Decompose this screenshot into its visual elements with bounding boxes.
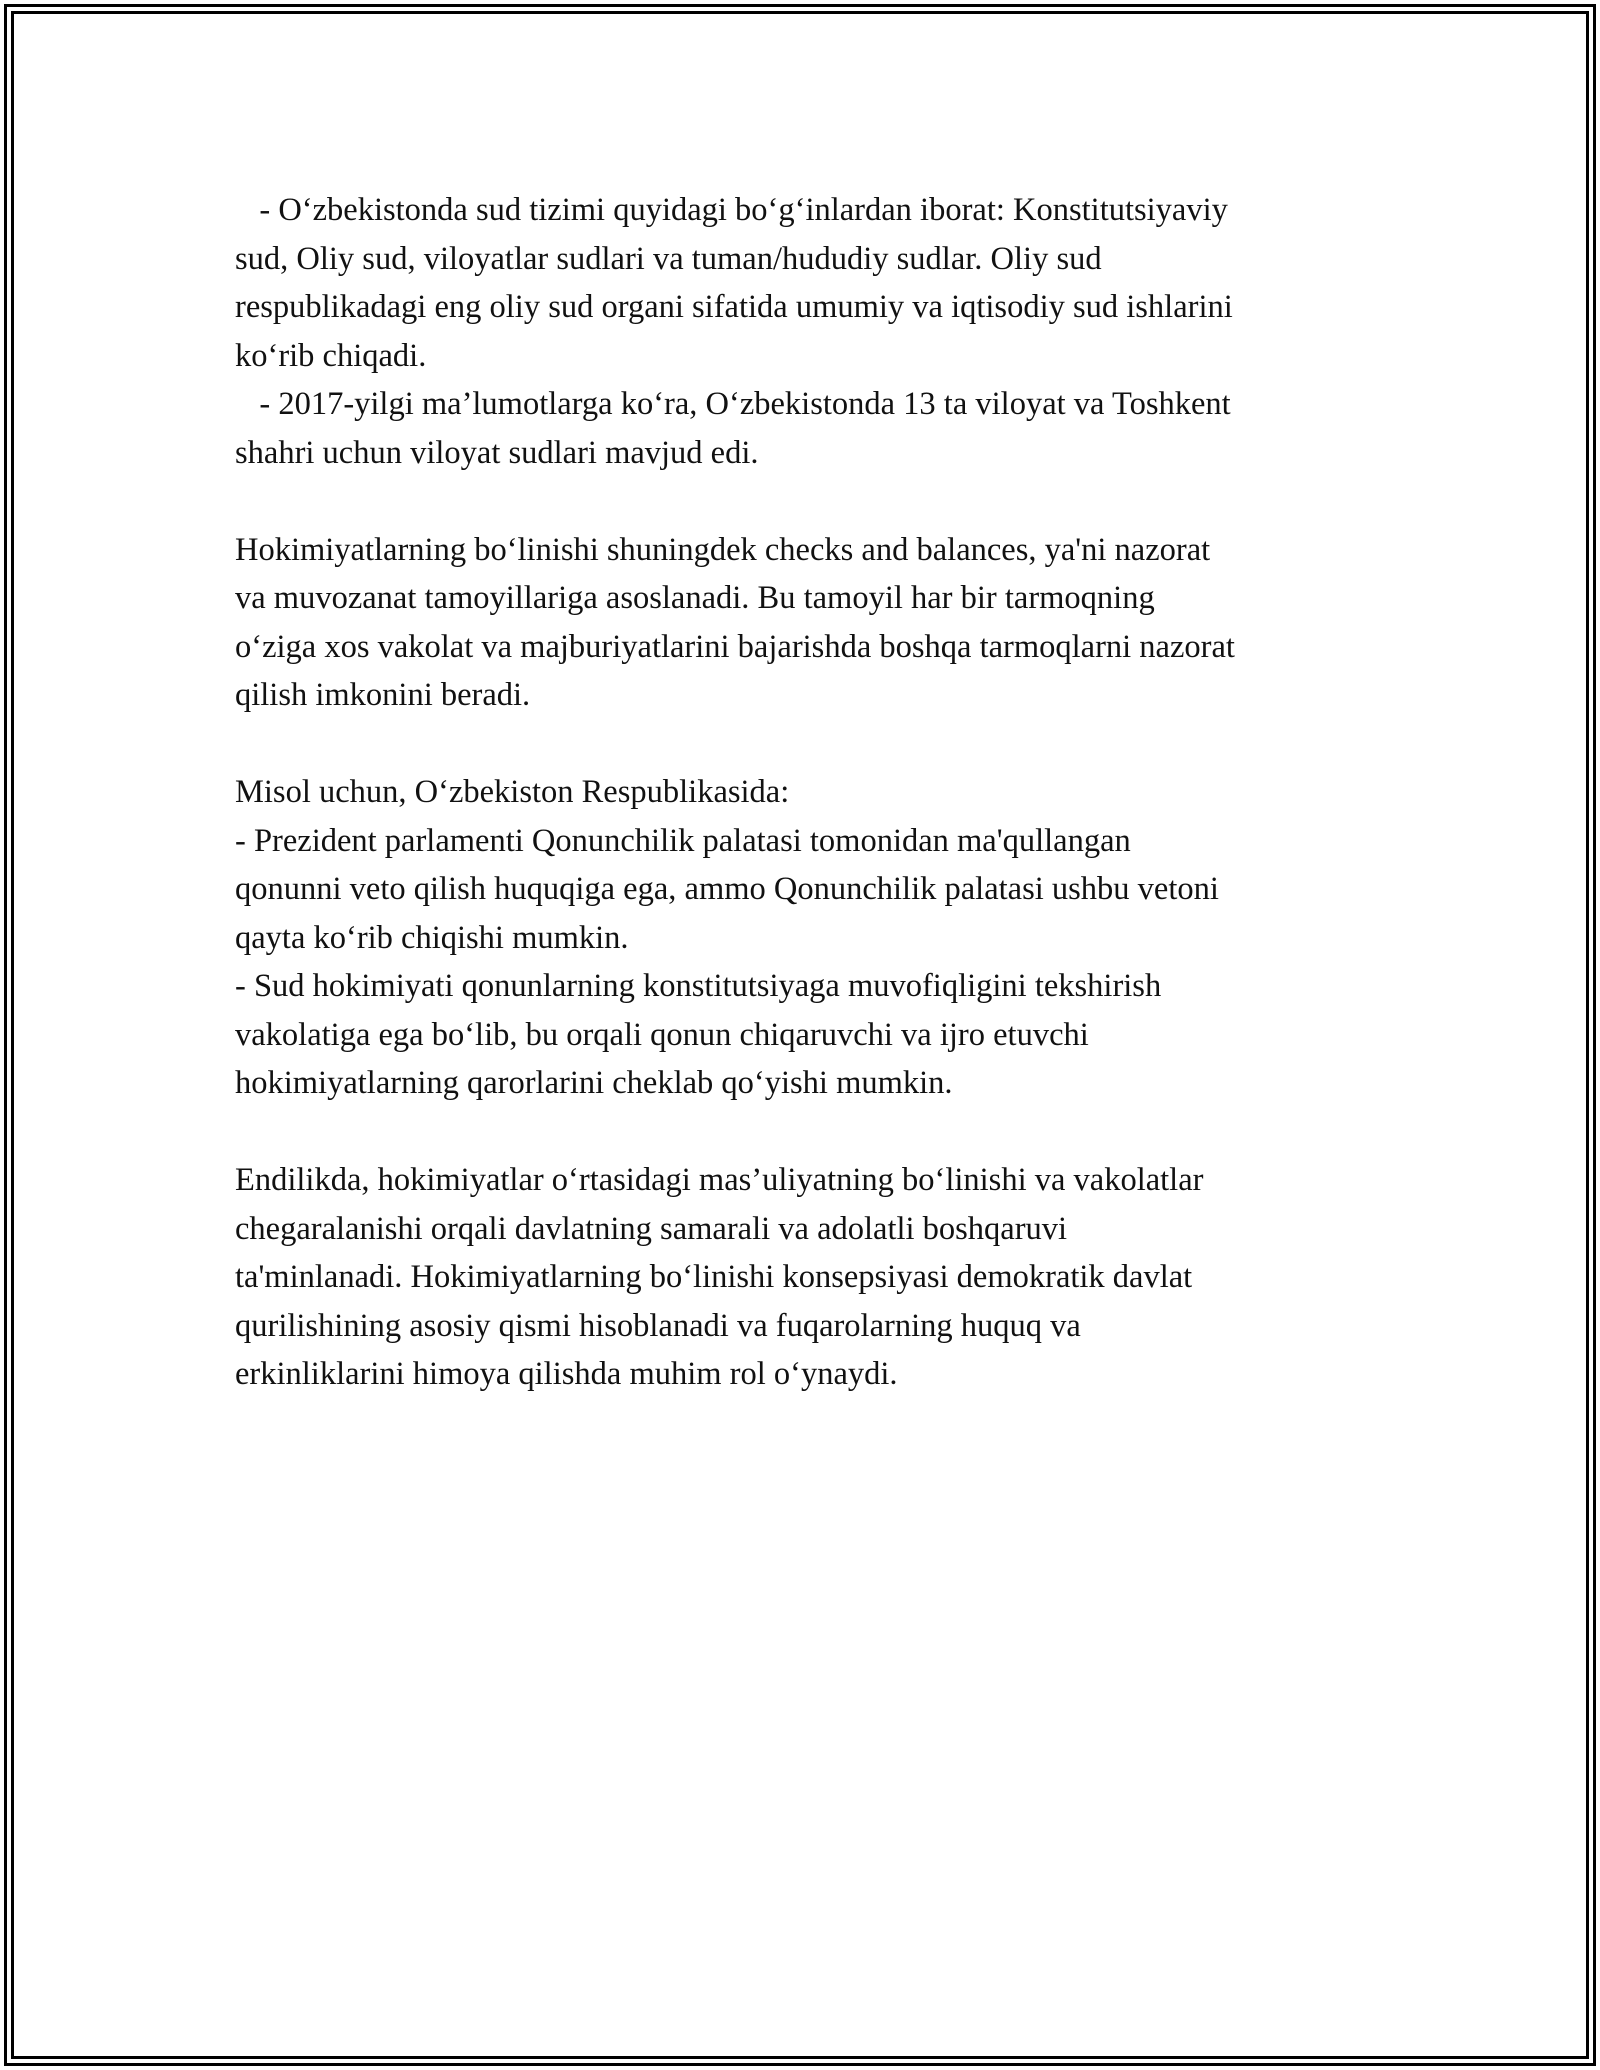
text-line: o‘ziga xos vakolat va majburiyatlarini bajarishda boshqa tarmoqlarni nazorat <box>235 628 1235 665</box>
paragraph-spacer <box>235 720 1385 769</box>
text-line: erkinliklarini himoya qilishda muhim rol o‘ynaydi. <box>235 1356 898 1392</box>
text-line: - 2017-yilgi ma’lumotlarga ko‘ra, O‘zbekistonda 13 ta viloyat va Toshkent <box>235 386 1231 422</box>
text-line: - Sud hokimiyati qonunlarning konstitutsiyaga muvofiqligini tekshirish <box>235 968 1162 1004</box>
text-line: ko‘rib chiqadi. <box>235 337 427 374</box>
paragraph-courts <box>235 186 1385 477</box>
paragraph-spacer <box>235 1108 1385 1157</box>
paragraph-spacer <box>235 477 1385 526</box>
paragraph-conclusion <box>235 1156 1385 1399</box>
text-line: va muvozanat tamoyillariga asoslanadi. Bu tamoyil har bir tarmoqning <box>235 580 1155 616</box>
text-line: Endilikda, hokimiyatlar o‘rtasidagi mas’uliyatning bo‘linishi va vakolatlar <box>235 1162 1204 1198</box>
text-line: shahri uchun viloyat sudlari mavjud edi. <box>235 434 759 471</box>
text-line: qayta ko‘rib chiqishi mumkin. <box>235 919 629 956</box>
text-line: - Prezident parlamenti Qonunchilik palatasi tomonidan ma'qullangan <box>235 822 1131 859</box>
text-line: qonunni veto qilish huquqiga ega, ammo Qonunchilik palatasi ushbu vetoni <box>235 871 1219 907</box>
document-body <box>235 186 1385 1399</box>
text-line: chegaralanishi orqali davlatning samarali va adolatli boshqaruvi <box>235 1210 1068 1247</box>
paragraph-checks-balances <box>235 526 1385 720</box>
text-line: hokimiyatlarning qarorlarini cheklab qo‘yishi mumkin. <box>235 1065 953 1101</box>
paragraph-example <box>235 768 1385 1108</box>
text-line: - O‘zbekistonda sud tizimi quyidagi bo‘g‘inlardan iborat: Konstitutsiyaviy <box>235 192 1228 228</box>
text-line: qilish imkonini beradi. <box>235 677 531 713</box>
text-line: vakolatiga ega bo‘lib, bu orqali qonun chiqaruvchi va ijro etuvchi <box>235 1016 1089 1053</box>
text-line: ta'minlanadi. Hokimiyatlarning bo‘linishi konsepsiyasi demokratik davlat <box>235 1259 1193 1295</box>
text-line: respublikadagi eng oliy sud organi sifatida umumiy va iqtisodiy sud ishlarini <box>235 289 1233 325</box>
text-line: sud, Oliy sud, viloyatlar sudlari va tuman/hududiy sudlar. Oliy sud <box>235 240 1102 277</box>
text-line: Misol uchun, O‘zbekiston Respublikasida: <box>235 774 790 810</box>
text-line: Hokimiyatlarning bo‘linishi shuningdek checks and balances, ya'ni nazorat <box>235 531 1211 568</box>
text-line: qurilishining asosiy qismi hisoblanadi va fuqarolarning huquq va <box>235 1307 1081 1344</box>
